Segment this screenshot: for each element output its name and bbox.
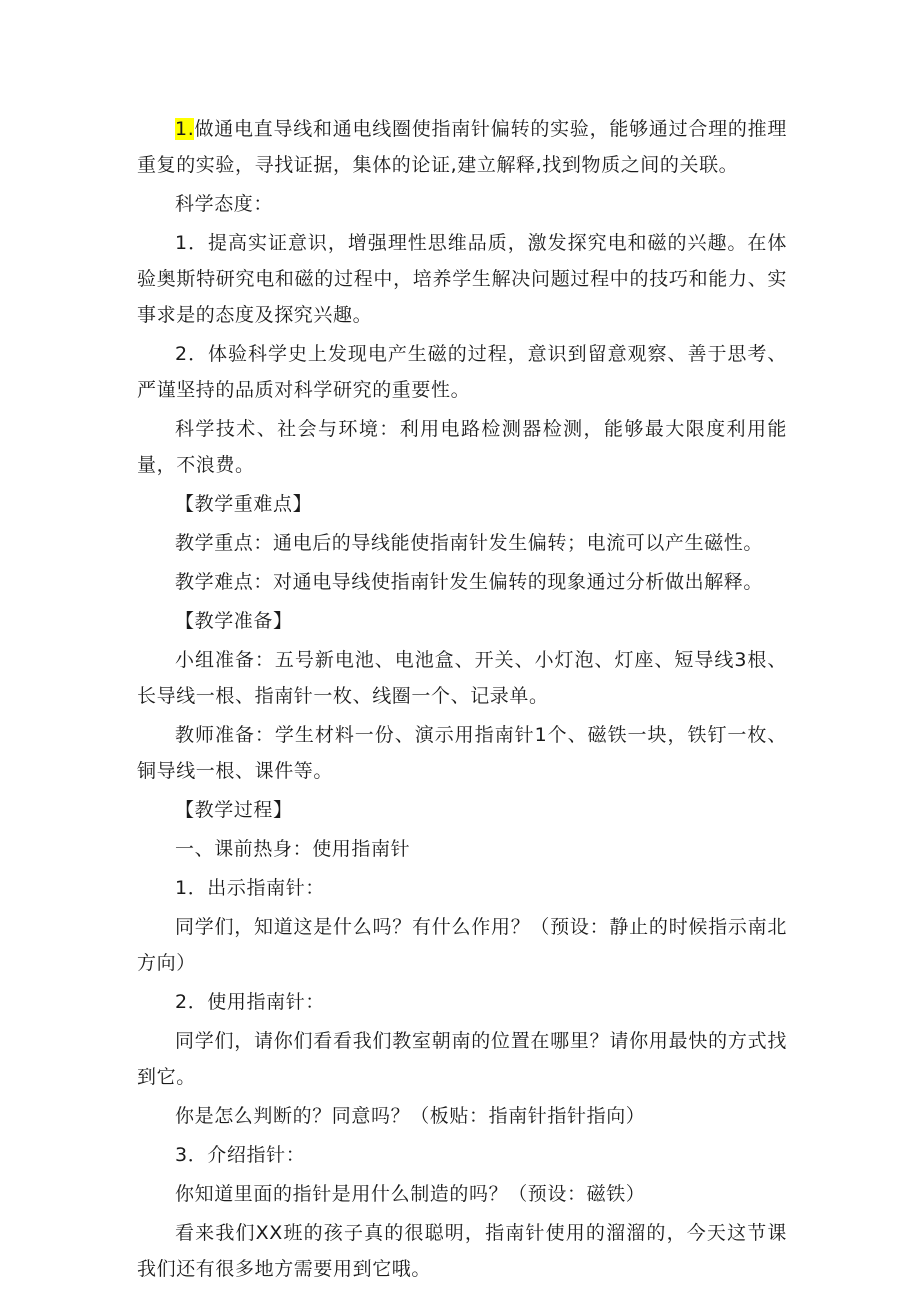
paragraph-question-4: 你知道里面的指针是用什么制造的吗？（预设：磁铁） [175, 1183, 646, 1205]
paragraph-attitude-2: 2．体验科学史上发现电产生磁的过程，意识到留意观察、善于思考、严谨坚持的品质对科学研究的重要性。 [137, 343, 787, 401]
paragraph-attitude-title: 科学态度： [175, 193, 274, 215]
paragraph-attitude-1: 1．提高实证意识，增强理性思维品质，激发探究电和磁的兴趣。在体验奥斯特研究电和磁的过程中，培养学生解决问题过程中的技巧和能力、实事求是的态度及探究兴趣。 [137, 232, 787, 326]
paragraph-group-prep: 小组准备：五号新电池、电池盒、开关、小灯泡、灯座、短导线3根、长导线一根、指南针一枚、线圈一个、记录单。 [137, 649, 787, 707]
paragraph-difficult-point: 教学难点：对通电导线使指南针发生偏转的现象通过分析做出解释。 [175, 571, 764, 593]
paragraph-step-2: 2．使用指南针： [175, 991, 325, 1013]
paragraph-step-1: 1．出示指南针： [175, 877, 325, 899]
paragraph-question-1: 同学们，知道这是什么吗？有什么作用？（预设：静止的时候指示南北方向） [137, 916, 787, 974]
paragraph-sts: 科学技术、社会与环境：利用电路检测器检测，能够最大限度利用能量，不浪费。 [137, 418, 787, 476]
heading-preparation: 【教学准备】 [175, 610, 293, 632]
heading-key-points: 【教学重难点】 [175, 493, 313, 515]
paragraph-step-3: 3．介绍指针： [175, 1144, 306, 1166]
highlighted-list-marker: 1. [175, 118, 195, 140]
heading-process: 【教学过程】 [175, 799, 293, 821]
document-body [137, 111, 787, 1290]
paragraph-objective-1 [137, 111, 787, 183]
paragraph-question-3: 你是怎么判断的？同意吗？（板贴：指南针指针指向） [175, 1105, 646, 1127]
paragraph-warmup-title: 一、课前热身：使用指南针 [175, 838, 411, 860]
paragraph-text: 做通电直导线和通电线圈使指南针偏转的实验，能够通过合理的推理重复的实验，寻找证据，集体的论证,建立解释,找到物质之间的关联。 [137, 118, 787, 176]
paragraph-question-2: 同学们，请你们看看我们教室朝南的位置在哪里？请你用最快的方式找到它。 [137, 1030, 787, 1088]
paragraph-teacher-prep: 教师准备：学生材料一份、演示用指南针1个、磁铁一块，铁钉一枚、铜导线一根、课件等。 [137, 724, 787, 782]
paragraph-closing: 看来我们XX班的孩子真的很聪明，指南针使用的溜溜的，今天这节课我们还有很多地方需要用到它哦。 [137, 1222, 787, 1280]
paragraph-key-point: 教学重点：通电后的导线能使指南针发生偏转；电流可以产生磁性。 [175, 532, 764, 554]
